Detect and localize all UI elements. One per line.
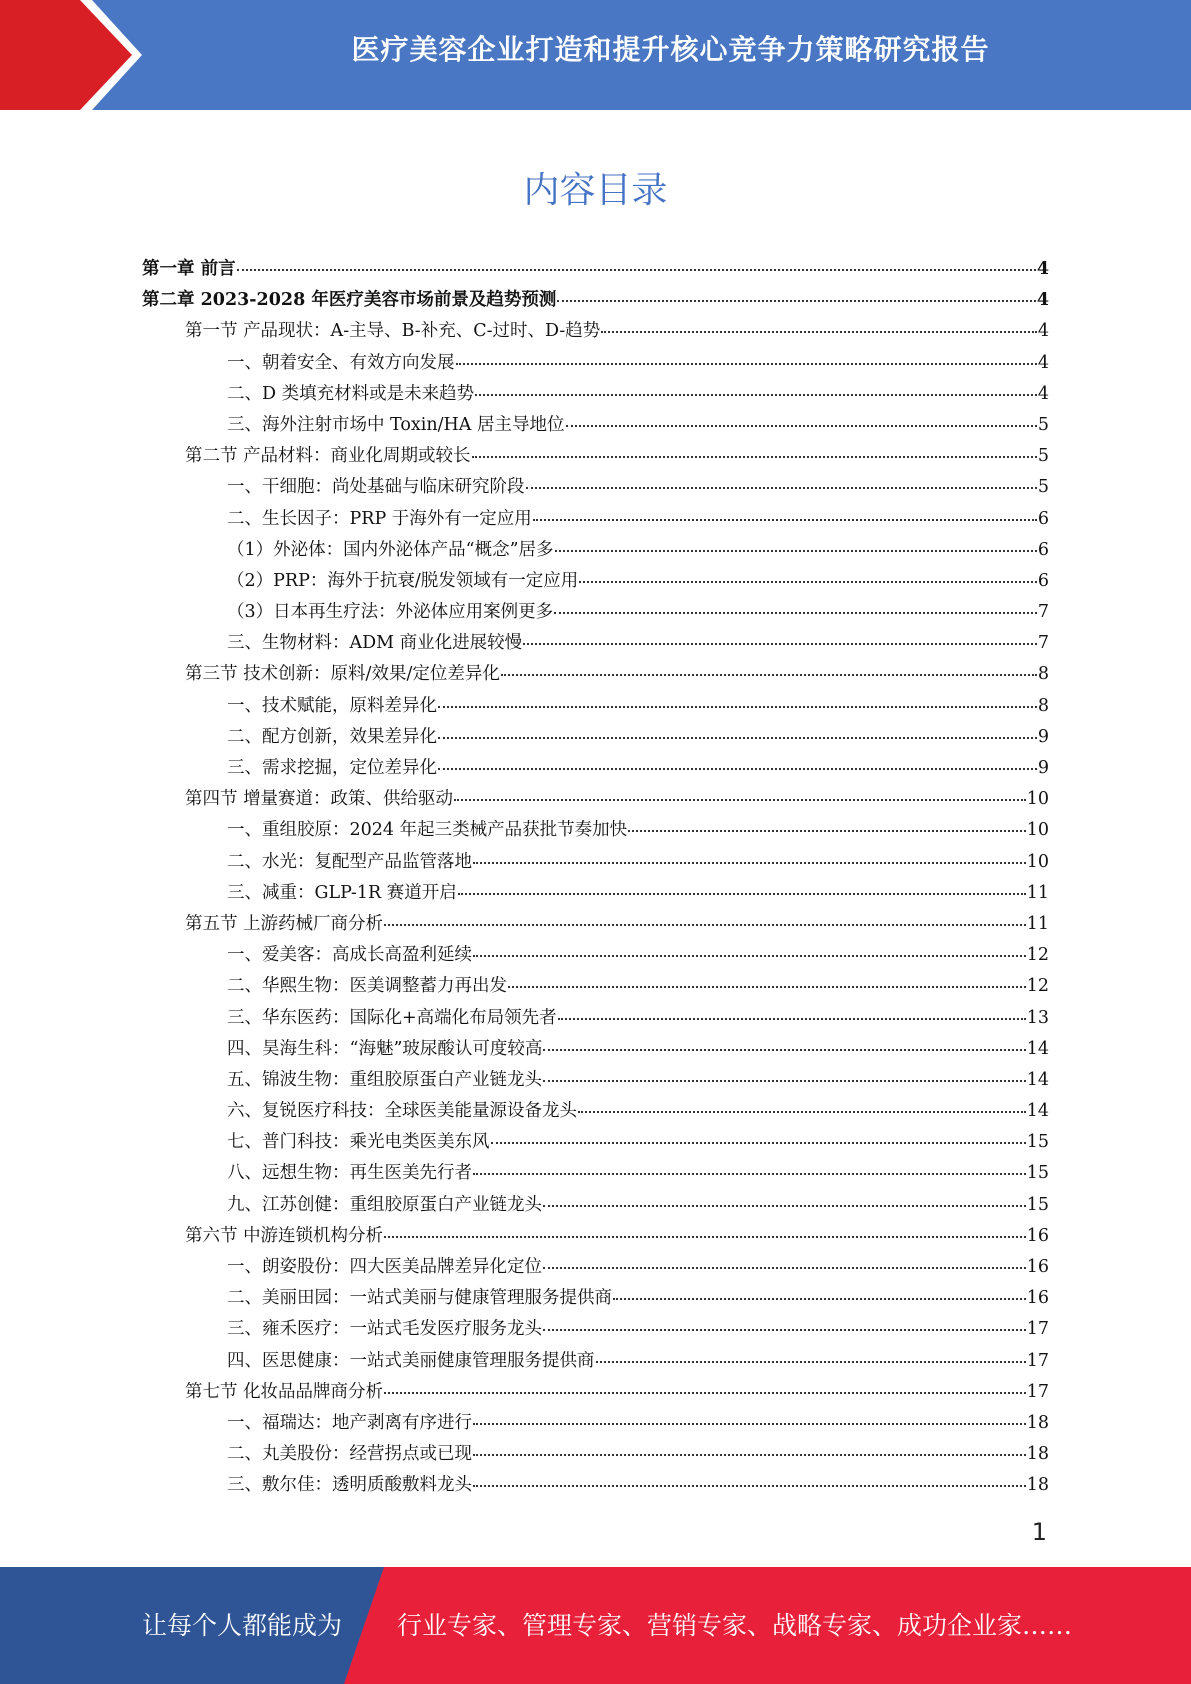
toc-entry-label: 第三节 技术创新：原料/效果/定位差异化 xyxy=(185,664,500,685)
toc-entry-page: 12 xyxy=(1026,976,1049,997)
toc-entry-page: 10 xyxy=(1026,820,1049,841)
toc-dot-leader xyxy=(613,1297,1026,1300)
toc-dot-leader xyxy=(555,549,1037,552)
toc-entry-page: 18 xyxy=(1026,1412,1049,1433)
toc-entry-page: 14 xyxy=(1026,1069,1049,1090)
toc-entry-label: 三、敷尔佳：透明质酸敷料龙头 xyxy=(227,1475,472,1496)
header-banner xyxy=(0,0,1191,110)
toc-entry-label: （3）日本再生疗法：外泌体应用案例更多 xyxy=(227,602,554,623)
toc-entry-label: 五、锦波生物：重组胶原蛋白产业链龙头 xyxy=(227,1069,542,1090)
toc-dot-leader xyxy=(579,580,1037,583)
toc-dot-leader xyxy=(438,767,1037,770)
toc-entry-page: 13 xyxy=(1026,1007,1049,1028)
toc-dot-leader xyxy=(473,1453,1026,1456)
toc-entry[interactable] xyxy=(142,536,1049,567)
toc-dot-leader xyxy=(438,705,1037,708)
toc-entry-page: 17 xyxy=(1026,1319,1049,1340)
toc-entry[interactable] xyxy=(142,1035,1049,1066)
toc-entry-page: 4 xyxy=(1036,290,1049,311)
toc-entry-page: 4 xyxy=(1037,352,1049,373)
toc-entry[interactable] xyxy=(142,505,1049,536)
toc-entry[interactable] xyxy=(142,848,1049,879)
toc-entry-label: 第七节 化妆品品牌商分析 xyxy=(185,1381,384,1402)
toc-dot-leader xyxy=(554,611,1037,614)
toc-entry-page: 8 xyxy=(1037,695,1049,716)
toc-entry-page: 14 xyxy=(1026,1038,1049,1059)
toc-dot-leader xyxy=(508,985,1026,988)
toc-entry-page: 15 xyxy=(1026,1194,1049,1215)
footer-slogan-right: 行业专家、管理专家、营销专家、战略专家、成功企业家…… xyxy=(397,1611,1073,1640)
toc-entry[interactable] xyxy=(142,411,1049,442)
toc-entry-page: 4 xyxy=(1036,259,1049,279)
toc-heading: 内容目录 xyxy=(523,170,668,211)
toc-entry[interactable] xyxy=(142,286,1049,317)
page-number: 1 xyxy=(1031,1518,1047,1546)
toc-entry-page: 4 xyxy=(1037,383,1049,404)
toc-entry-label: 第五节 上游药械厂商分析 xyxy=(185,913,384,934)
toc-entry-label: 二、华熙生物：医美调整蓄力再出发 xyxy=(227,976,507,997)
footer-slogan-left: 让每个人都能成为 xyxy=(142,1611,343,1640)
toc-entry-page: 9 xyxy=(1037,726,1049,747)
toc-entry[interactable] xyxy=(142,1378,1049,1409)
toc-entry-page: 16 xyxy=(1026,1225,1049,1246)
toc-dot-leader xyxy=(384,923,1026,926)
toc-dot-leader xyxy=(501,673,1037,676)
toc-entry-page: 5 xyxy=(1037,477,1049,498)
toc-entry-label: 第一章 前言 xyxy=(142,259,236,279)
toc-entry-label: 三、华东医药：国际化+高端化布局领先者 xyxy=(227,1007,557,1028)
toc-entry[interactable] xyxy=(142,1097,1049,1128)
toc-entry[interactable] xyxy=(142,785,1049,816)
toc-entry-page: 4 xyxy=(1037,321,1049,342)
toc-entry-label: 七、普门科技：乘光电类医美东风 xyxy=(227,1132,490,1153)
toc-entry[interactable] xyxy=(142,255,1049,286)
toc-entry-label: 一、重组胶原：2024 年起三类械产品获批节奏加快 xyxy=(227,820,628,841)
toc-dot-leader xyxy=(578,1110,1026,1113)
toc-entry-label: 一、爱美客：高成长高盈利延续 xyxy=(227,945,472,966)
toc-entry-label: 三、需求挖掘，定位差异化 xyxy=(227,758,437,778)
toc-dot-leader xyxy=(543,1266,1026,1269)
toc-entry-label: 九、江苏创健：重组胶原蛋白产业链龙头 xyxy=(227,1194,542,1215)
toc-entry-label: 二、D 类填充材料或是未来趋势 xyxy=(227,383,475,404)
toc-dot-leader xyxy=(566,424,1037,427)
toc-dot-leader xyxy=(596,1360,1026,1363)
toc-entry-page: 5 xyxy=(1037,414,1049,435)
toc-dot-leader xyxy=(558,1017,1026,1020)
toc-dot-leader xyxy=(491,1141,1026,1144)
toc-entry-label: （1）外泌体：国内外泌体产品“概念”居多 xyxy=(227,539,554,560)
toc-entry-label: 一、技术赋能，原料差异化 xyxy=(227,695,437,716)
toc-entry-label: 八、远想生物：再生医美先行者 xyxy=(227,1163,472,1184)
toc-dot-leader xyxy=(473,1484,1026,1487)
toc-entry[interactable] xyxy=(142,629,1049,660)
toc-entry[interactable] xyxy=(142,1159,1049,1190)
toc-entry-label: 三、海外注射市场中 Toxin/HA 居主导地位 xyxy=(227,414,565,435)
toc-entry[interactable] xyxy=(142,754,1049,785)
toc-entry[interactable] xyxy=(142,473,1049,504)
toc-entry[interactable] xyxy=(142,1409,1049,1440)
toc-entry-label: 第二章 2023-2028 年医疗美容市场前景及趋势预测 xyxy=(142,290,557,311)
toc-entry-page: 10 xyxy=(1026,851,1049,872)
toc-entry-label: 一、福瑞达：地产剥离有序进行 xyxy=(227,1412,472,1433)
toc-entry[interactable] xyxy=(142,567,1049,598)
table-of-contents xyxy=(142,255,1049,1503)
toc-entry[interactable] xyxy=(142,660,1049,691)
toc-dot-leader xyxy=(384,1235,1026,1238)
toc-entry-label: 第二节 产品材料：商业化周期或较长 xyxy=(185,446,471,467)
toc-entry[interactable] xyxy=(142,1004,1049,1035)
toc-entry-label: 第四节 增量赛道：政策、供给驱动 xyxy=(185,789,454,810)
toc-entry-label: 三、减重：GLP-1R 赛道开启 xyxy=(227,882,457,903)
toc-entry-label: 一、朝着安全、有效方向发展 xyxy=(227,352,455,373)
toc-entry[interactable] xyxy=(142,879,1049,910)
toc-dot-leader xyxy=(533,518,1037,521)
toc-entry-label: 三、生物材料：ADM 商业化进展较慢 xyxy=(227,633,523,654)
toc-entry-label: 三、雍禾医疗：一站式毛发医疗服务龙头 xyxy=(227,1319,542,1340)
toc-entry-label: 四、昊海生科：“海魅”玻尿酸认可度较高 xyxy=(227,1038,543,1059)
toc-entry-label: 四、医思健康：一站式美丽健康管理服务提供商 xyxy=(227,1350,595,1371)
toc-entry-label: 二、水光：复配型产品监管落地 xyxy=(227,851,472,872)
toc-dot-leader xyxy=(456,362,1037,365)
toc-entry-page: 6 xyxy=(1037,570,1049,591)
toc-entry[interactable] xyxy=(142,380,1049,411)
toc-entry[interactable] xyxy=(142,349,1049,380)
toc-entry-page: 5 xyxy=(1037,446,1049,467)
toc-entry-page: 7 xyxy=(1037,602,1049,623)
toc-entry-label: 二、生长因子：PRP 于海外有一定应用 xyxy=(227,508,532,529)
toc-entry[interactable] xyxy=(142,1440,1049,1471)
toc-entry-page: 11 xyxy=(1026,882,1049,903)
toc-entry[interactable] xyxy=(142,910,1049,941)
toc-entry-page: 17 xyxy=(1026,1350,1049,1371)
toc-dot-leader xyxy=(543,1328,1026,1331)
toc-entry-label: （2）PRP：海外于抗衰/脱发领域有一定应用 xyxy=(227,570,579,591)
toc-dot-leader xyxy=(458,892,1026,895)
toc-entry-page: 10 xyxy=(1026,789,1049,810)
toc-dot-leader xyxy=(438,736,1037,739)
toc-entry[interactable] xyxy=(142,1191,1049,1222)
toc-entry[interactable] xyxy=(142,442,1049,473)
toc-dot-leader xyxy=(628,829,1026,832)
toc-entry[interactable] xyxy=(142,941,1049,972)
toc-entry-page: 8 xyxy=(1037,664,1049,685)
toc-entry[interactable] xyxy=(142,598,1049,629)
toc-entry-label: 一、干细胞：尚处基础与临床研究阶段 xyxy=(227,477,525,498)
toc-entry-page: 15 xyxy=(1026,1132,1049,1153)
toc-entry-page: 17 xyxy=(1026,1381,1049,1402)
toc-entry[interactable] xyxy=(142,1347,1049,1378)
toc-entry-page: 12 xyxy=(1026,945,1049,966)
toc-entry[interactable] xyxy=(142,816,1049,847)
toc-entry-label: 六、复锐医疗科技：全球医美能量源设备龙头 xyxy=(227,1101,577,1122)
toc-dot-leader xyxy=(473,1422,1026,1425)
toc-entry[interactable] xyxy=(142,1471,1049,1502)
toc-entry[interactable] xyxy=(142,317,1049,348)
toc-entry-page: 11 xyxy=(1026,913,1049,934)
toc-entry-page: 16 xyxy=(1026,1288,1049,1309)
toc-entry-page: 7 xyxy=(1037,633,1049,654)
toc-entry-page: 6 xyxy=(1037,539,1049,560)
toc-entry-page: 16 xyxy=(1026,1257,1049,1277)
toc-dot-leader xyxy=(526,486,1037,489)
toc-entry-label: 二、美丽田园：一站式美丽与健康管理服务提供商 xyxy=(227,1288,612,1309)
toc-entry[interactable] xyxy=(142,1253,1049,1284)
toc-dot-leader xyxy=(473,954,1026,957)
toc-dot-leader xyxy=(472,455,1037,458)
toc-entry[interactable] xyxy=(142,1128,1049,1159)
toc-entry[interactable] xyxy=(142,1284,1049,1315)
toc-dot-leader xyxy=(473,861,1026,864)
toc-entry-label: 第一节 产品现状：A-主导、B-补充、C-过时、D-趋势 xyxy=(185,321,601,342)
toc-entry-page: 15 xyxy=(1026,1163,1049,1184)
toc-dot-leader xyxy=(454,798,1026,801)
toc-dot-leader xyxy=(543,1204,1026,1207)
toc-entry[interactable] xyxy=(142,692,1049,723)
toc-entry-page: 6 xyxy=(1037,508,1049,529)
toc-dot-leader xyxy=(384,1391,1026,1394)
toc-entry-label: 二、丸美股份：经营拐点或已现 xyxy=(227,1444,472,1465)
toc-entry-page: 14 xyxy=(1026,1101,1049,1122)
toc-entry[interactable] xyxy=(142,1066,1049,1097)
toc-entry[interactable] xyxy=(142,723,1049,754)
toc-entry-page: 9 xyxy=(1037,758,1049,778)
toc-dot-leader xyxy=(237,268,1036,271)
toc-dot-leader xyxy=(557,299,1035,302)
toc-dot-leader xyxy=(543,1048,1025,1051)
toc-dot-leader xyxy=(543,1079,1026,1082)
toc-dot-leader xyxy=(601,330,1037,333)
toc-entry[interactable] xyxy=(142,1222,1049,1253)
toc-entry[interactable] xyxy=(142,1315,1049,1346)
toc-dot-leader xyxy=(523,642,1037,645)
footer-banner xyxy=(0,1567,1191,1684)
toc-entry-page: 18 xyxy=(1026,1475,1049,1496)
toc-dot-leader xyxy=(473,1172,1026,1175)
toc-entry-label: 一、朗姿股份：四大医美品牌差异化定位 xyxy=(227,1257,542,1277)
toc-entry-label: 二、配方创新，效果差异化 xyxy=(227,726,437,747)
toc-entry-page: 18 xyxy=(1026,1444,1049,1465)
report-title: 医疗美容企业打造和提升核心竞争力策略研究报告 xyxy=(351,33,990,66)
toc-dot-leader xyxy=(475,393,1037,396)
toc-entry-label: 第六节 中游连锁机构分析 xyxy=(185,1225,384,1246)
toc-entry[interactable] xyxy=(142,972,1049,1003)
